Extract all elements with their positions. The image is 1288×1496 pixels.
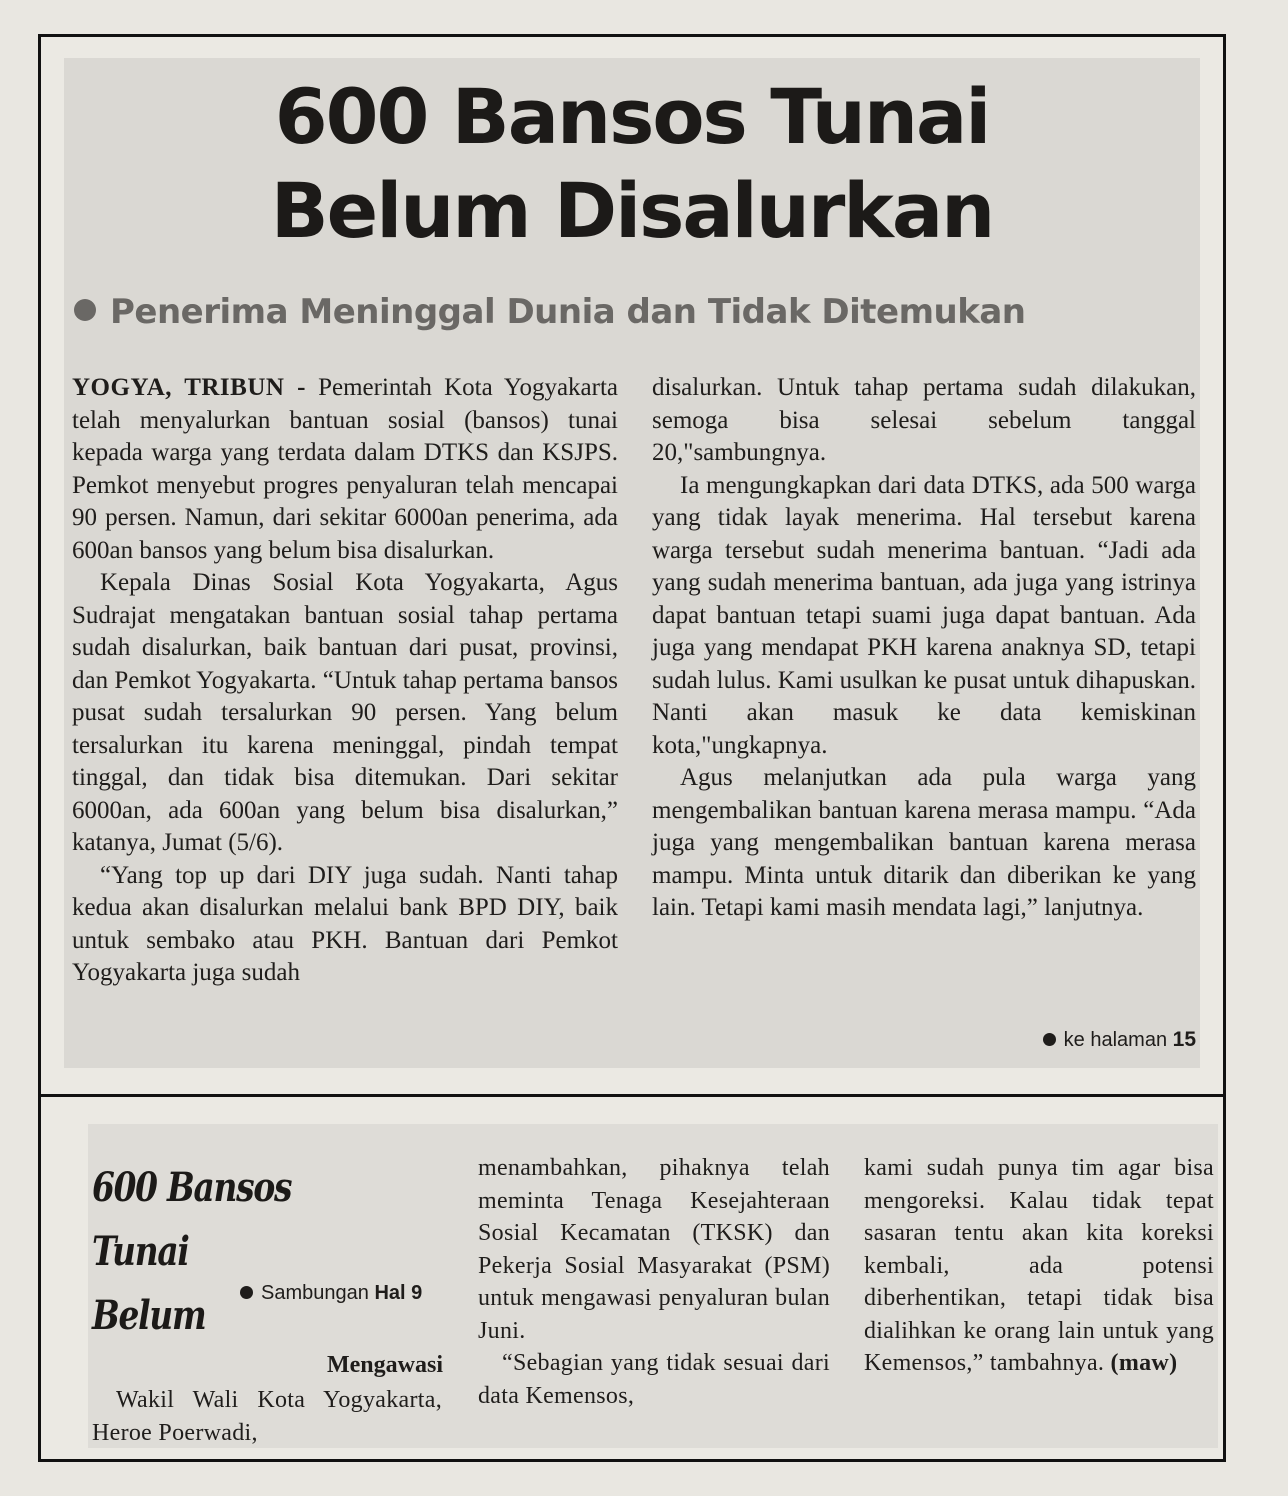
dateline: YOGYA, TRIBUN - bbox=[72, 374, 306, 401]
paragraph: menambahkan, pihaknya telah meminta Tenaga Kesejahteraan Sosial Kecamatan (TKSK) dan Pekerja Sosial Masyarakat (PSM) untuk mengawasi penyaluran bulan Juni. bbox=[478, 1155, 830, 1344]
continuation-title-line-2: Belum bbox=[92, 1292, 206, 1339]
bullet-icon bbox=[74, 299, 96, 321]
jump-page: 15 bbox=[1172, 1028, 1196, 1051]
sambungan-label: Sambungan bbox=[261, 1282, 369, 1304]
paragraph: disalurkan. Untuk tahap pertama sudah dilakukan, semoga bisa selesai sebelum tanggal 20,"sambungnya. bbox=[652, 374, 1196, 466]
continuation-title bbox=[92, 1156, 387, 1348]
continuation-column-3 bbox=[864, 1152, 1214, 1380]
paragraph-text: kami sudah punya tim agar bisa mengoreksi. Kalau tidak tepat sasaran tentu akan kita koreksi kembali, ada potensi diberhentikan, tetapi tidak bisa dialihkan ke orang lain untuk yang Kemensos,” tambahnya. bbox=[864, 1155, 1214, 1376]
continuation-column-1 bbox=[92, 1384, 442, 1449]
continuation-title-line-1: 600 Bansos Tunai bbox=[92, 1164, 292, 1275]
continuation-column-2 bbox=[478, 1152, 830, 1412]
paragraph bbox=[864, 1152, 1214, 1380]
paragraph: Ia mengungkapkan dari data DTKS, ada 500 warga yang tidak layak menerima. Hal tersebut karena warga tersebut sudah menerima bantuan. “Jadi ada yang sudah menerima bantuan, ada juga yang istrinya dapat bantuan tetapi suami juga dapat bantuan. Ada juga yang mendapat PKH karena anaknya SD, tetapi sudah lulus. Kami usulkan ke pusat untuk dihapuskan. Nanti akan masuk ke data kemiskinan kota,"ungkapnya. bbox=[652, 471, 1196, 759]
jump-text: ke halaman bbox=[1063, 1029, 1168, 1051]
author-signature: (maw) bbox=[1110, 1350, 1178, 1376]
paragraph: “Sebagian yang tidak sesuai dari data Kemensos, bbox=[478, 1350, 830, 1409]
paragraph: Kepala Dinas Sosial Kota Yogyakarta, Agus Sudrajat mengatakan bantuan sosial tahap pertama sudah disalurkan, baik bantuan dari pusat, provinsi, dan Pemkot Yogyakarta. “Untuk tahap pertama bansos pusat sudah tersalurkan 90 persen. Yang belum tersalurkan itu karena meninggal, pindah tempat tinggal, dan tidak bisa ditemukan. Dari sekitar 6000an, ada 600an yang belum bisa disalurkan,” katanya, Jumat (5/6). bbox=[72, 569, 618, 856]
headline-line-2: Belum Disalurkan bbox=[270, 166, 994, 255]
continuation-marker bbox=[240, 1282, 444, 1305]
bullet-icon bbox=[240, 1286, 253, 1299]
headline-line-1: 600 Bansos Tunai bbox=[274, 72, 990, 161]
bullet-icon bbox=[1043, 1033, 1056, 1046]
paragraph-text: Pemerintah Kota Yogyakarta telah menyalurkan bantuan sosial (bansos) tunai kepada warga yang terdata dalam DTKS dan KSJPS. Pemkot menyebut progres penyaluran telah mencapai 90 persen. Namun, dari sekitar 6000an penerima, ada 600an bansos yang belum bisa disalurkan. bbox=[72, 374, 619, 564]
paragraph: Agus melanjutkan ada pula warga yang mengembalikan bantuan karena merasa mampu. “Ada juga yang mengembalikan bantuan karena merasa mampu. Minta untuk ditarik dan diberikan ke yang lain. Tetapi kami masih mendata lagi,” lanjutnya. bbox=[652, 764, 1196, 921]
continuation-subheading: Mengawasi bbox=[327, 1352, 443, 1378]
paragraph bbox=[72, 372, 618, 567]
subheadline-text: Penerima Meninggal Dunia dan Tidak Ditemukan bbox=[110, 292, 1026, 332]
page-jump bbox=[1000, 1028, 1196, 1052]
headline bbox=[64, 70, 1200, 258]
paragraph: Wakil Wali Kota Yogyakarta, Heroe Poerwadi, bbox=[92, 1387, 442, 1446]
article-column-2 bbox=[652, 372, 1196, 925]
paragraph: “Yang top up dari DIY juga sudah. Nanti tahap kedua akan disalurkan melalui bank BPD DIY, baik untuk sembako atau PKH. Bantuan dari Pemkot Yogyakarta juga sudah bbox=[72, 861, 618, 986]
subheadline bbox=[74, 292, 1194, 332]
sambungan-page: Hal 9 bbox=[374, 1282, 423, 1304]
article-column-1 bbox=[72, 372, 618, 990]
section-divider bbox=[41, 1094, 1224, 1097]
